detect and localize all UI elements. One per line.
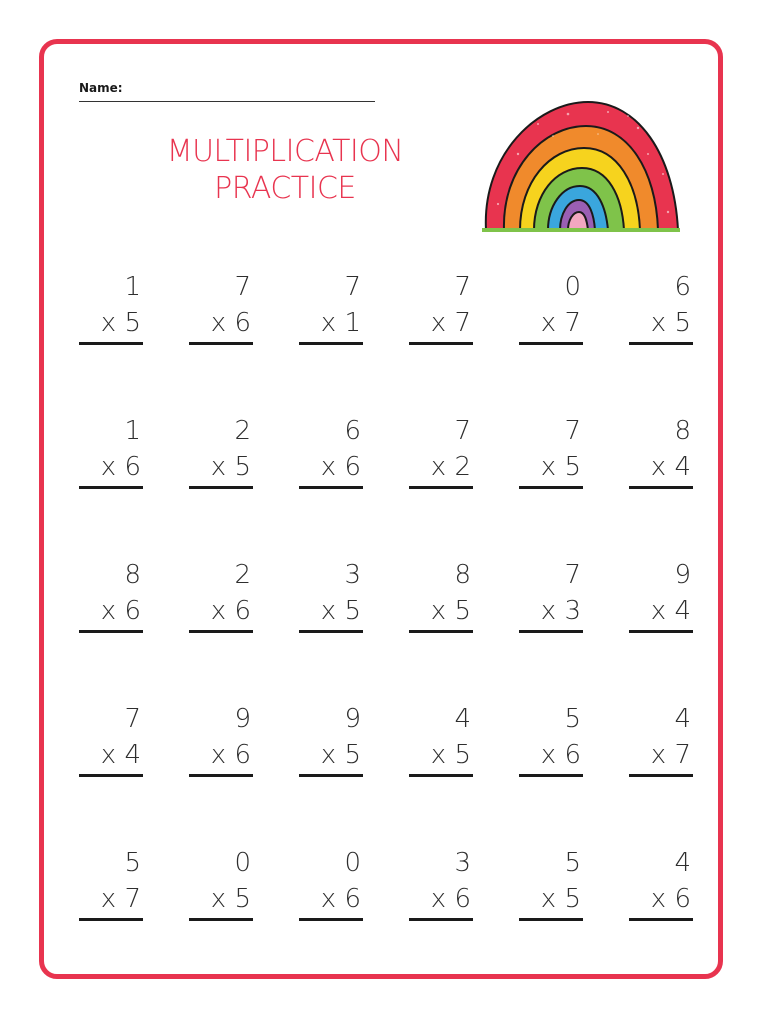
answer-line[interactable]	[189, 342, 253, 345]
problem-multiplicand: 7	[344, 272, 361, 302]
problem-multiplier: x 6	[210, 596, 251, 626]
problem-multiplier: x 7	[430, 308, 471, 338]
problem-multiplicand: 0	[564, 272, 581, 302]
problem-multiplier: x 7	[650, 740, 691, 770]
answer-line[interactable]	[189, 486, 253, 489]
answer-line[interactable]	[299, 486, 363, 489]
problem-card	[189, 848, 253, 920]
problem-multiplier: x 5	[320, 596, 361, 626]
problem-multiplicand: 6	[674, 272, 691, 302]
problem-card	[409, 848, 473, 920]
problem-card	[519, 560, 583, 632]
problem-multiplicand: 0	[234, 848, 251, 878]
problem-card	[79, 272, 143, 344]
answer-line[interactable]	[299, 630, 363, 633]
problem-multiplier: x 3	[540, 596, 581, 626]
problem-card	[629, 272, 693, 344]
problem-card	[409, 416, 473, 488]
problem-multiplier: x 6	[320, 884, 361, 914]
problem-multiplier: x 4	[650, 596, 691, 626]
problem-multiplier: x 4	[100, 740, 141, 770]
problem-multiplier: x 6	[650, 884, 691, 914]
problem-multiplier: x 6	[210, 308, 251, 338]
answer-line[interactable]	[409, 774, 473, 777]
answer-line[interactable]	[189, 774, 253, 777]
answer-line[interactable]	[79, 342, 143, 345]
problem-multiplier: x 5	[320, 740, 361, 770]
problem-multiplier: x 5	[100, 308, 141, 338]
problem-multiplicand: 3	[454, 848, 471, 878]
problem-multiplicand: 7	[454, 272, 471, 302]
problem-multiplicand: 6	[344, 416, 361, 446]
problem-multiplier: x 7	[540, 308, 581, 338]
problem-multiplier: x 4	[650, 452, 691, 482]
problem-card	[519, 272, 583, 344]
problem-multiplicand: 2	[234, 560, 251, 590]
name-field-line[interactable]	[79, 101, 375, 102]
answer-line[interactable]	[189, 918, 253, 921]
answer-line[interactable]	[299, 918, 363, 921]
problem-card	[79, 416, 143, 488]
problem-multiplier: x 6	[430, 884, 471, 914]
problem-multiplicand: 9	[674, 560, 691, 590]
problem-card	[409, 704, 473, 776]
problem-multiplier: x 5	[430, 596, 471, 626]
problem-multiplicand: 9	[344, 704, 361, 734]
problem-card	[629, 704, 693, 776]
problem-card	[299, 416, 363, 488]
answer-line[interactable]	[519, 918, 583, 921]
problem-multiplier: x 5	[430, 740, 471, 770]
problem-multiplicand: 4	[674, 848, 691, 878]
problem-card	[189, 560, 253, 632]
answer-line[interactable]	[79, 630, 143, 633]
problem-multiplicand: 7	[124, 704, 141, 734]
answer-line[interactable]	[79, 918, 143, 921]
problem-multiplicand: 5	[124, 848, 141, 878]
answer-line[interactable]	[409, 342, 473, 345]
problem-card	[299, 704, 363, 776]
problem-multiplicand: 5	[564, 848, 581, 878]
problem-multiplier: x 5	[210, 884, 251, 914]
problem-multiplicand: 7	[564, 560, 581, 590]
problem-multiplicand: 0	[344, 848, 361, 878]
problem-multiplier: x 6	[210, 740, 251, 770]
title-line-1: MULTIPLICATION	[166, 134, 404, 169]
problem-card	[79, 848, 143, 920]
problem-multiplier: x 6	[100, 596, 141, 626]
problem-multiplier: x 5	[650, 308, 691, 338]
problem-multiplicand: 2	[234, 416, 251, 446]
problem-card	[519, 704, 583, 776]
answer-line[interactable]	[519, 342, 583, 345]
problem-multiplier: x 6	[320, 452, 361, 482]
problem-multiplier: x 5	[540, 452, 581, 482]
problem-multiplier: x 1	[320, 308, 361, 338]
answer-line[interactable]	[629, 486, 693, 489]
page-title	[130, 133, 440, 207]
answer-line[interactable]	[409, 630, 473, 633]
problem-multiplicand: 5	[564, 704, 581, 734]
problem-card	[79, 560, 143, 632]
problem-multiplicand: 8	[674, 416, 691, 446]
problem-card	[79, 704, 143, 776]
problem-card	[519, 848, 583, 920]
name-label: Name:	[79, 81, 123, 95]
answer-line[interactable]	[299, 342, 363, 345]
problem-multiplier: x 6	[100, 452, 141, 482]
problem-multiplier: x 5	[540, 884, 581, 914]
answer-line[interactable]	[629, 342, 693, 345]
problem-multiplicand: 8	[124, 560, 141, 590]
answer-line[interactable]	[629, 918, 693, 921]
problem-multiplicand: 4	[674, 704, 691, 734]
problem-multiplicand: 1	[124, 272, 141, 302]
problem-multiplicand: 7	[234, 272, 251, 302]
problem-multiplicand: 7	[564, 416, 581, 446]
problem-multiplier: x 2	[430, 452, 471, 482]
answer-line[interactable]	[79, 486, 143, 489]
problem-multiplicand: 1	[124, 416, 141, 446]
answer-line[interactable]	[629, 774, 693, 777]
problem-card	[409, 560, 473, 632]
problem-card	[299, 272, 363, 344]
problem-card	[299, 560, 363, 632]
answer-line[interactable]	[519, 630, 583, 633]
answer-line[interactable]	[79, 774, 143, 777]
answer-line[interactable]	[409, 486, 473, 489]
answer-line[interactable]	[519, 774, 583, 777]
problem-card	[189, 416, 253, 488]
problem-card	[629, 416, 693, 488]
problem-card	[629, 848, 693, 920]
problem-multiplier: x 7	[100, 884, 141, 914]
problem-multiplicand: 7	[454, 416, 471, 446]
problem-card	[519, 416, 583, 488]
answer-line[interactable]	[409, 918, 473, 921]
answer-line[interactable]	[299, 774, 363, 777]
rainbow-icon	[478, 94, 684, 234]
answer-line[interactable]	[189, 630, 253, 633]
problem-card	[409, 272, 473, 344]
problem-multiplier: x 5	[210, 452, 251, 482]
problem-card	[189, 704, 253, 776]
answer-line[interactable]	[519, 486, 583, 489]
problem-card	[189, 272, 253, 344]
title-line-2: PRACTICE	[214, 171, 356, 206]
problem-multiplier: x 6	[540, 740, 581, 770]
problem-multiplicand: 9	[234, 704, 251, 734]
problem-card	[629, 560, 693, 632]
problem-multiplicand: 4	[454, 704, 471, 734]
problem-card	[299, 848, 363, 920]
problem-multiplicand: 3	[344, 560, 361, 590]
problem-multiplicand: 8	[454, 560, 471, 590]
answer-line[interactable]	[629, 630, 693, 633]
